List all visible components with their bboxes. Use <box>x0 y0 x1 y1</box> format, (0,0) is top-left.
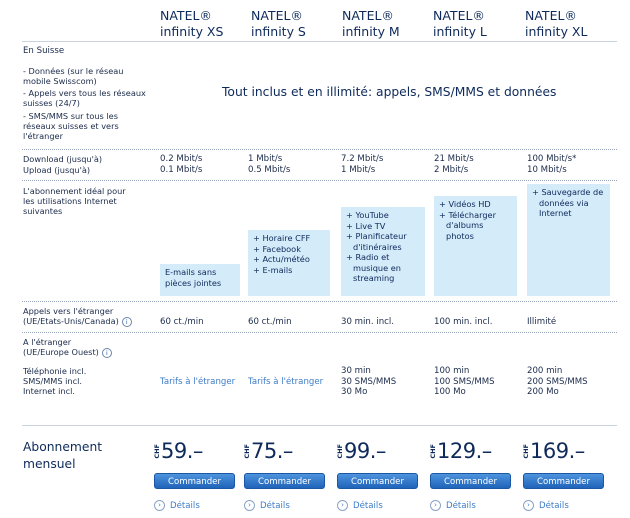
upload-value: 1 Mbit/s <box>341 165 376 175</box>
upload-label: Upload (jusqu'à) <box>23 165 91 175</box>
usage-item: + Planificateur d'itinéraires <box>346 231 407 252</box>
upload-value: 10 Mbit/s <box>527 165 567 175</box>
divider <box>22 301 617 302</box>
roaming-rates-link[interactable]: Tarifs à l'étranger <box>248 377 324 387</box>
subscription-label: Abonnement mensuel <box>23 440 103 471</box>
abroad-label: A l'étranger (UE/Europe Ouest) i <box>23 337 112 358</box>
chevron-right-icon: › <box>154 500 165 511</box>
details-link-l[interactable]: › Détails <box>430 500 476 512</box>
usage-item: + Vidéos HD <box>439 199 491 209</box>
abroad-calls-value: Illimité <box>527 317 557 327</box>
abroad-calls-label: Appels vers l'étranger (UE/Etats-Unis/Canada) i <box>23 306 132 327</box>
price-xs: CHF 59.– <box>153 439 203 463</box>
details-link-xs[interactable]: › Détails <box>154 500 200 512</box>
currency-label: CHF <box>522 443 530 459</box>
usage-label: L'abonnement idéal pour les utilisations Internet suivantes <box>23 186 126 216</box>
suisse-item: - SMS/MMS sur tous les réseaux suisses et vers l'étranger <box>23 111 119 141</box>
info-icon[interactable]: i <box>102 348 112 358</box>
download-label: Download (jusqu'à) <box>23 154 103 164</box>
download-value: 7.2 Mbit/s <box>341 154 384 164</box>
usage-box-xl <box>527 184 610 296</box>
order-button-l[interactable]: Commander <box>430 473 511 489</box>
download-value: 100 Mbit/s* <box>527 154 577 164</box>
usage-box-s <box>248 230 330 296</box>
usage-item: + Radio et musique en streaming <box>346 252 401 283</box>
abroad-calls-value: 60 ct./min <box>248 317 292 327</box>
suisse-item: - Appels vers tous les réseaux suisses (24/7) <box>23 88 146 108</box>
order-button-xs[interactable]: Commander <box>154 473 235 489</box>
plan-header-l: NATEL® infinity L <box>433 8 487 39</box>
divider <box>22 149 617 150</box>
divider <box>22 41 617 42</box>
order-button-xl[interactable]: Commander <box>523 473 604 489</box>
upload-value: 0.5 Mbit/s <box>248 165 291 175</box>
chevron-right-icon: › <box>523 500 534 511</box>
order-button-s[interactable]: Commander <box>244 473 325 489</box>
usage-box-m <box>341 207 425 296</box>
divider <box>22 425 617 426</box>
upload-value: 2 Mbit/s <box>434 165 469 175</box>
chevron-right-icon: › <box>337 500 348 511</box>
usage-item: + E-mails <box>253 264 293 275</box>
usage-item: + Télécharger d'albums photos <box>439 209 496 241</box>
details-link-s[interactable]: › Détails <box>244 500 290 512</box>
divider <box>22 332 617 333</box>
usage-item: + YouTube <box>346 210 389 220</box>
chevron-right-icon: › <box>244 500 255 511</box>
info-icon[interactable]: i <box>122 317 132 327</box>
details-link-xl[interactable]: › Détails <box>523 500 569 512</box>
currency-label: CHF <box>336 443 344 459</box>
price-xl: CHF 169.– <box>522 439 585 463</box>
abroad-calls-value: 30 min. incl. <box>341 317 395 327</box>
usage-item: + Actu/météo <box>253 254 310 264</box>
usage-item: + Facebook <box>253 243 301 254</box>
usage-box-xs: E-mails sans pièces jointes <box>160 264 240 296</box>
section-title-suisse: En Suisse <box>23 46 65 56</box>
currency-label: CHF <box>243 443 251 459</box>
abroad-values-l: 100 min 100 SMS/MMS 100 Mo <box>434 366 495 397</box>
order-button-m[interactable]: Commander <box>337 473 418 489</box>
download-value: 21 Mbit/s <box>434 154 474 164</box>
divider <box>22 180 617 181</box>
usage-item: + Live TV <box>346 220 386 231</box>
abroad-values-m: 30 min 30 SMS/MMS 30 Mo <box>341 366 397 397</box>
currency-label: CHF <box>153 443 161 459</box>
plan-header-s: NATEL® infinity S <box>251 8 306 39</box>
price-l: CHF 129.– <box>429 439 492 463</box>
abroad-calls-value: 100 min. incl. <box>434 317 493 327</box>
usage-item: + Horaire CFF <box>253 233 311 243</box>
plan-header-xl: NATEL® infinity XL <box>525 8 588 39</box>
download-value: 1 Mbit/s <box>248 154 283 164</box>
download-value: 0.2 Mbit/s <box>160 154 203 164</box>
chevron-right-icon: › <box>430 500 441 511</box>
currency-label: CHF <box>429 443 437 459</box>
price-s: CHF 75.– <box>243 439 293 463</box>
price-m: CHF 99.– <box>336 439 386 463</box>
suisse-banner: Tout inclus et en illimité: appels, SMS/MMS et données <box>222 85 557 99</box>
suisse-item: - Données (sur le réseau mobile Swisscom) <box>23 66 124 86</box>
upload-value: 0.1 Mbit/s <box>160 165 203 175</box>
plan-header-m: NATEL® infinity M <box>342 8 400 39</box>
usage-box-l <box>434 196 517 296</box>
abroad-rows: Téléphonie incl. SMS/MMS incl. Internet incl. <box>23 366 87 396</box>
roaming-rates-link[interactable]: Tarifs à l'étranger <box>160 377 236 387</box>
details-link-m[interactable]: › Détails <box>337 500 383 512</box>
abroad-values-xl: 200 min 200 SMS/MMS 200 Mo <box>527 366 588 397</box>
plan-header-xs: NATEL® infinity XS <box>160 8 224 39</box>
abroad-calls-value: 60 ct./min <box>160 317 204 327</box>
usage-item: + Sauvegarde de données via Internet <box>532 187 604 218</box>
